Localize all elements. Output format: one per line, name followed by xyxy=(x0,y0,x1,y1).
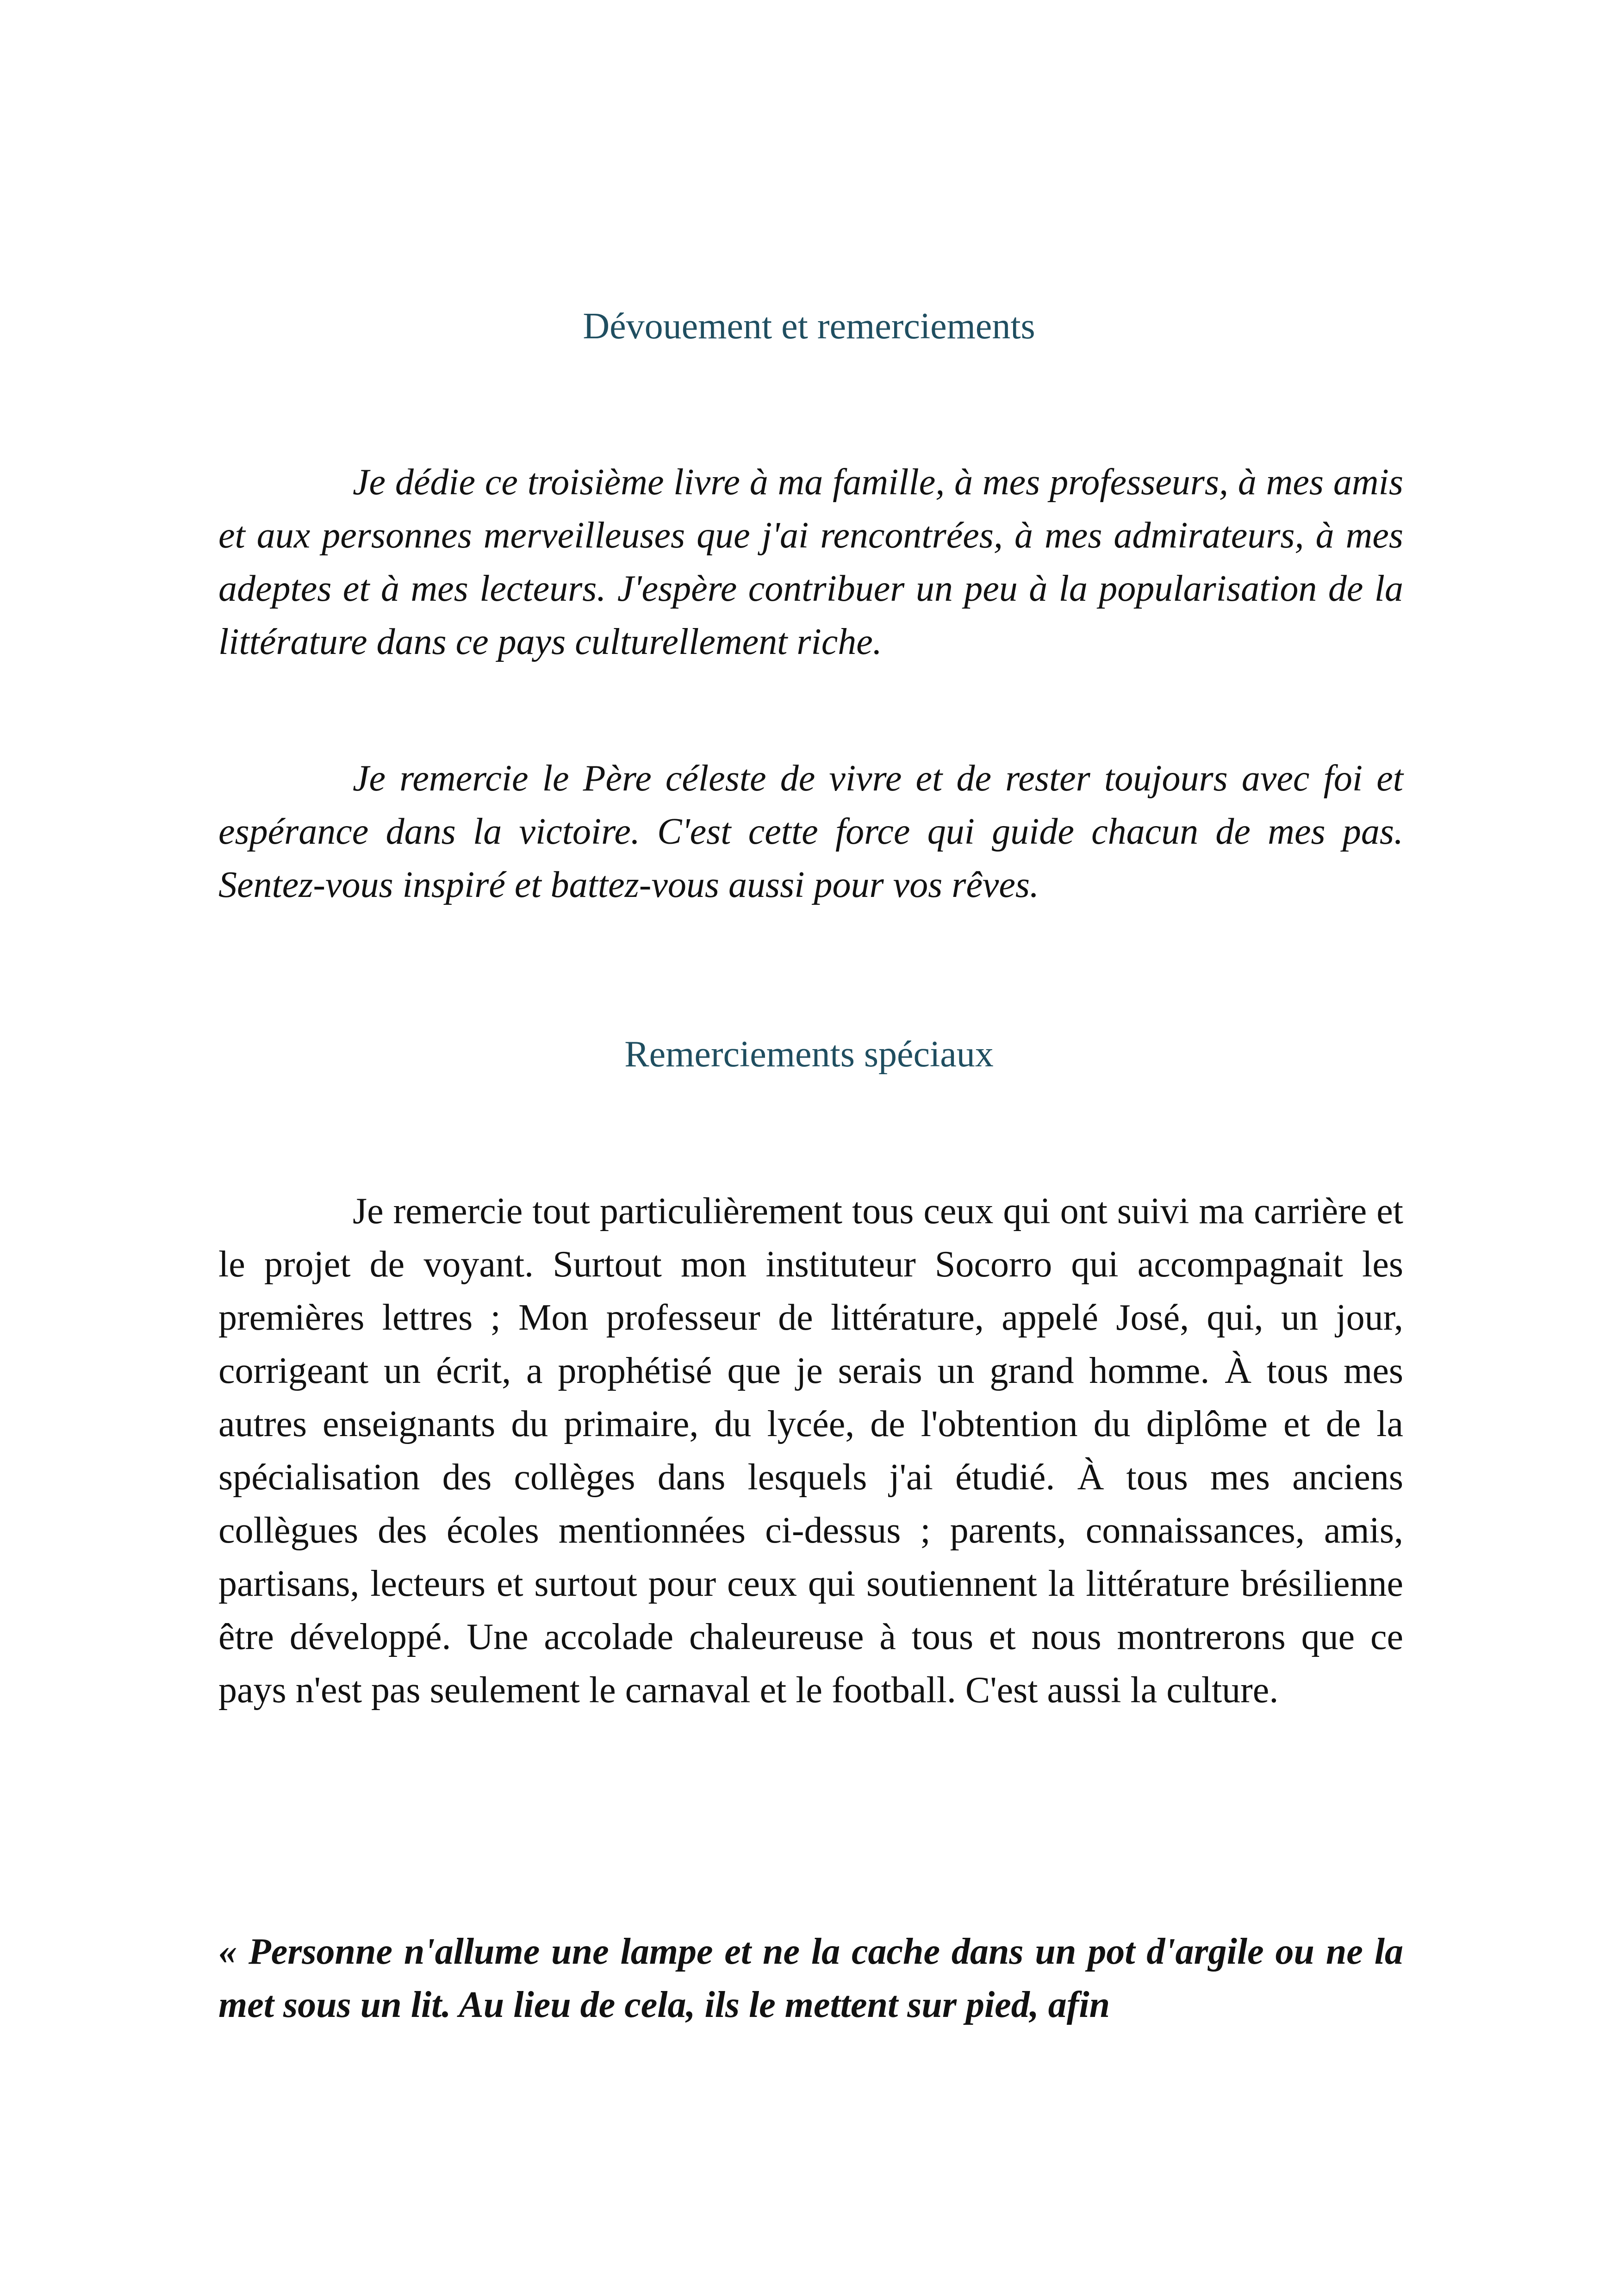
dedication-title: Dévouement et remerciements xyxy=(583,306,1035,347)
dedication-paragraph-1-text: Je dédie ce troisième livre à ma famille, à mes professeurs, à mes amis et aux personnes merveilleuses que j'ai rencontrées, à mes admirateurs, à mes adeptes et à mes lecteurs. J'espère contribuer un peu à la popularisation de la littérature dans ce pays culturellement riche. xyxy=(218,462,1403,662)
special-thanks-title: Remerciements spéciaux xyxy=(624,1034,994,1075)
dedication-paragraph-2 xyxy=(218,752,1403,912)
special-thanks-paragraph xyxy=(218,1185,1403,1717)
closing-quote: « Personne n'allume une lampe et ne la cache dans un pot d'argile ou ne la met sous un lit. Au lieu de cela, ils le mettent sur pied, afin xyxy=(218,1931,1403,2025)
dedication-paragraph-1 xyxy=(218,456,1403,669)
special-thanks-paragraph-text: Je remercie tout particulièrement tous ceux qui ont suivi ma carrière et le projet de voyant. Surtout mon instituteur Socorro qui accompagnait les premières lettres ; Mon professeur de littérature, appelé José, qui, un jour, corrigeant un écrit, a prophétisé que je serais un grand homme. À tous mes autres enseignants du primaire, du lycée, de l'obtention du diplôme et de la spécialisation des collèges dans lesquels j'ai étudié. À tous mes anciens collègues des écoles mentionnées ci-dessus ; parents, connaissances, amis, partisans, lecteurs et surtout pour ceux qui soutiennent la littérature brésilienne être développé. Une accolade chaleureuse à tous et nous montrerons que ce pays n'est pas seulement le carnaval et le football. C'est aussi la culture. xyxy=(218,1191,1403,1711)
dedication-paragraph-2-text: Je remercie le Père céleste de vivre et de rester toujours avec foi et espérance dans la victoire. C'est cette force qui guide chacun de mes pas. Sentez-vous inspiré et battez-vous aussi pour vos rêves. xyxy=(218,758,1403,905)
